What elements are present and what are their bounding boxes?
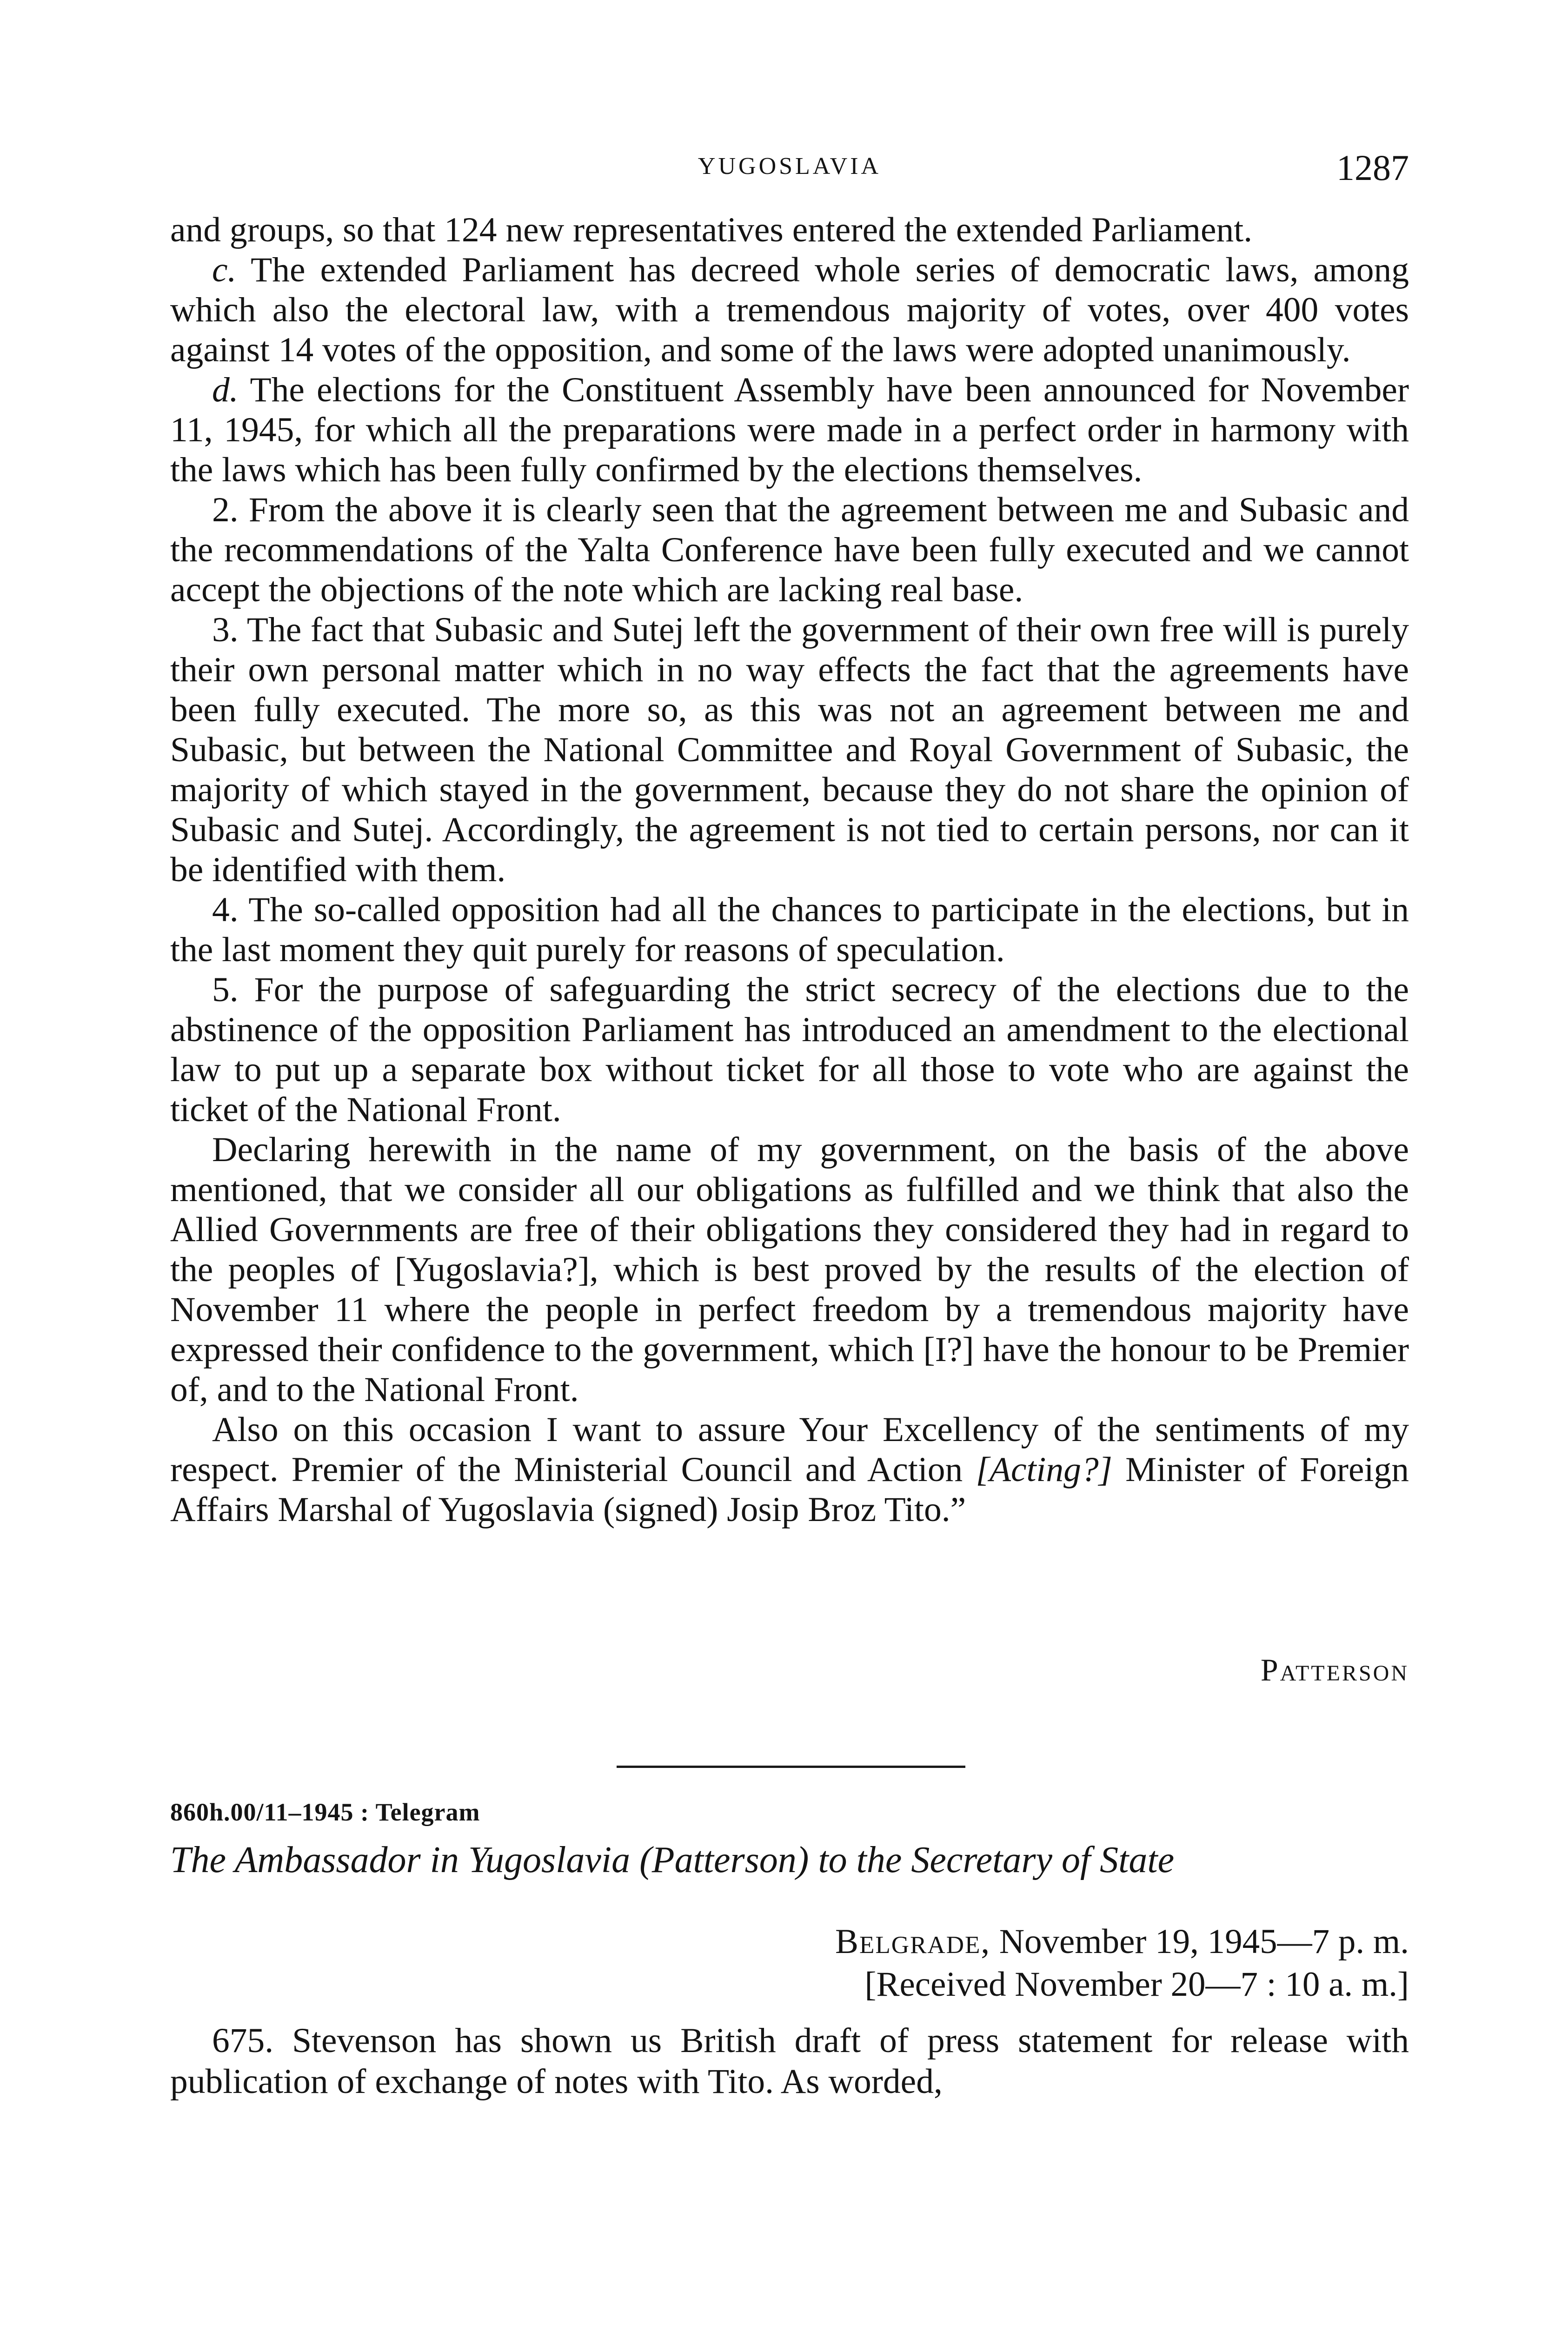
acting-note: [Acting?] [976, 1450, 1113, 1489]
telegram-body [170, 2020, 1409, 2102]
item-label-d: d. [212, 371, 239, 409]
paragraph-d [170, 370, 1409, 490]
paragraph-5: 5. For the purpose of safeguarding the strict secrecy of the elections due to the abstinence of the opposition Parliament has introduced an amendment to the electional law to put up a separate box without ticket for all those to vote who are against the ticket of the National Front. [170, 970, 1409, 1129]
section-divider [617, 1766, 965, 1768]
paragraph-closing [170, 1410, 1409, 1530]
paragraph-d-text: The elections for the Constituent Assembly have been announced for November 11, 1945, for which all the preparations were made in a perfect order in harmony with the laws which has been fully confirmed by the elections themselves. [170, 371, 1409, 489]
running-head [170, 147, 1409, 188]
paragraph-continued: and groups, so that 124 new representatives entered the extended Parliament. [170, 211, 1253, 249]
paragraph-3: 3. The fact that Subasic and Sutej left the government of their own free will is purely their own personal matter which in no way effects the fact that the agreements have been fully executed. The more so, as this was not an agreement between me and Subasic, but between the National Committee and Royal Government of Subasic, the majority of which stayed in the government, because they do not share the opinion of Subasic and Sutej. Accordingly, the agreement is not tied to certain persons, nor can it be identified with them. [170, 611, 1409, 889]
letter-body [170, 210, 1409, 1530]
dateline-received: [Received November 20—7 : 10 a. m.] [864, 1965, 1409, 2004]
dateline [835, 1920, 1409, 2006]
dateline-date: November 19, 1945—7 p. m. [999, 1922, 1409, 1961]
dateline-place: Belgrade, [835, 1922, 991, 1961]
document-reference: 860h.00/11–1945 : Telegram [170, 1798, 480, 1826]
paragraph-4: 4. The so-called opposition had all the chances to participate in the elections, but in the last moment they quit purely for reasons of speculation. [170, 890, 1409, 969]
item-label-c: c. [212, 251, 237, 289]
page-number: 1287 [1336, 147, 1409, 188]
paragraph-c [170, 250, 1409, 370]
telegram-paragraph: 675. Stevenson has shown us British draft of press statement for release with publication of exchange of notes with Tito. As worded, [170, 2021, 1409, 2101]
closing-text-1: Also on this occasion I want to assure Your Excellency of the sentiments of my respect. Premier of the Ministerial Council and Action [170, 1410, 1409, 1489]
paragraph-2: 2. From the above it is clearly seen that the agreement between me and Subasic and the recommendations of the Yalta Conference have been fully executed and we cannot accept the objections of the note which are lacking real base. [170, 491, 1409, 609]
closing-text-2: Minister of Foreign Affairs Marshal of Yugoslavia (signed) Josip Broz Tito.” [170, 1450, 1409, 1529]
paragraph-declaring: Declaring herewith in the name of my government, on the basis of the above mentioned, that we consider all our obligations as fulfilled and we think that also the Allied Governments are free of their obligations they considered they had in regard to the peoples of [Yugoslavia?], which is best proved by the results of the election of November 11 where the people in perfect freedom by a tremendous majority have expressed their confidence to the government, which [I?] have the honour to be Premier of, and to the National Front. [170, 1130, 1409, 1409]
running-title: YUGOSLAVIA [698, 153, 882, 179]
document-title: The Ambassador in Yugoslavia (Patterson) to the Secretary of State [170, 1840, 1175, 1880]
signature: Patterson [1260, 1652, 1409, 1687]
dateline-sent [835, 1920, 1409, 1963]
paragraph-c-text: The extended Parliament has decreed whole series of democratic laws, among which also the electoral law, with a tremendous majority of votes, over 400 votes against 14 votes of the opposition, and some of the laws were adopted unanimously. [170, 251, 1409, 369]
